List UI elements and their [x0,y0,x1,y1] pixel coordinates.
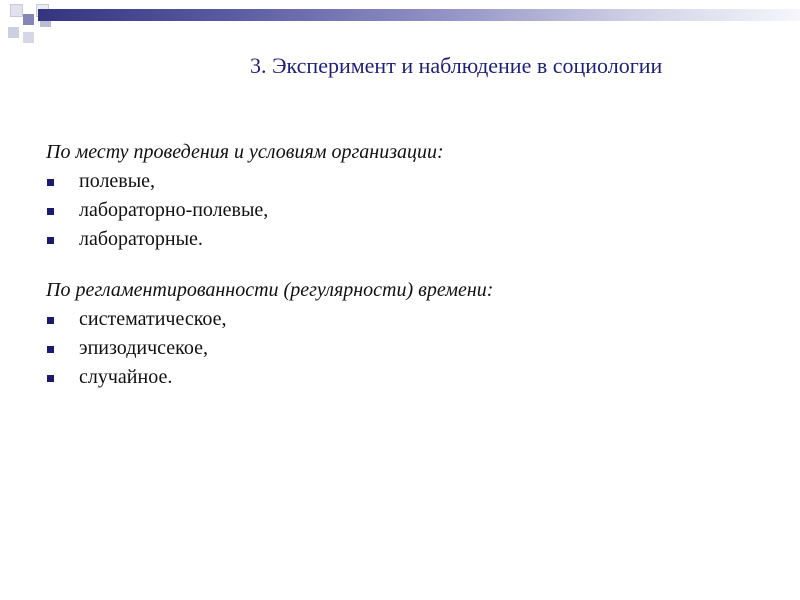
square-bullet-icon [47,317,54,324]
section-location [46,138,746,254]
list-item [46,167,746,196]
list-item [46,305,746,334]
bullet-list [46,305,746,392]
square-bullet-icon [47,179,54,186]
section-spacer [46,254,746,276]
bullet-list [46,167,746,254]
slide-body [46,138,746,392]
list-item-text: систематическое, [79,308,227,330]
decor-square [23,14,34,25]
section-heading: По месту проведения и условиям организации: [46,141,444,163]
section-heading: По регламентированности (регулярности) времени: [46,279,494,301]
square-bullet-icon [47,346,54,353]
list-item-text: лабораторные. [79,228,203,250]
square-bullet-icon [47,208,54,215]
list-item-text: случайное. [79,366,173,388]
decor-square [23,32,34,43]
square-bullet-icon [47,237,54,244]
list-item [46,363,746,392]
square-bullet-icon [47,375,54,382]
slide-title: 3. Эксперимент и наблюдение в социологии [250,53,663,78]
decor-square [10,4,23,17]
section-time [46,276,746,392]
list-item-text: лабораторно-полевые, [79,199,269,221]
list-item-text: эпизодичсекое, [79,337,208,359]
list-item [46,334,746,363]
header-gradient-bar [38,9,800,21]
list-item-text: полевые, [79,170,156,192]
list-item [46,225,746,254]
decor-square [8,27,19,38]
list-item [46,196,746,225]
